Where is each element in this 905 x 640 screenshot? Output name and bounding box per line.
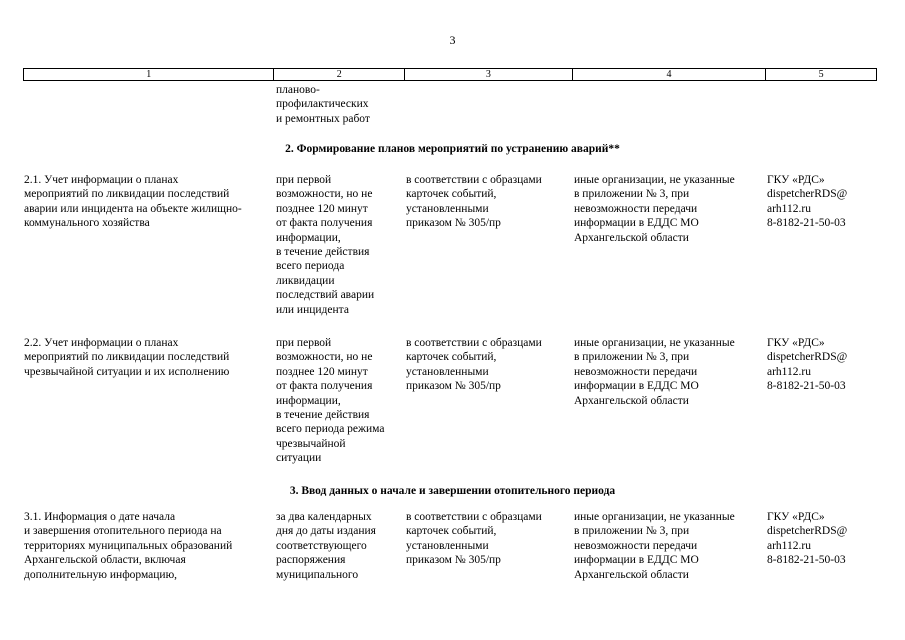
row-2-1-recipient: ГКУ «РДС» dispetcherRDS@ arh112.ru 8-8182-21-50-03 — [767, 174, 848, 230]
header-col-3: 3 — [405, 69, 573, 80]
row-2-2-format: в соответствии с образцами карточек событий, установленными приказом № 305/пр — [406, 337, 542, 393]
row-2-1-sender: иные организации, не указанные в приложении № 3, при невозможности передачи информации в ЕДДС МО Архангельской области — [574, 174, 735, 244]
page-number: 3 — [449, 33, 456, 47]
section-2-title: 2. Формирование планов мероприятий по устранению аварий** — [285, 143, 620, 155]
row-2-2-deadline: при первой возможности, но не позднее 120 минут от факта получения информации, в течение действия всего периода режима чрезвычайной ситуации — [276, 337, 385, 465]
table-header-row — [23, 68, 877, 81]
row-3-1-description: 3.1. Информация о дате начала и завершения отопительного периода на территориях муниципальных образований Архангельской области, включая дополнительную информацию, — [24, 511, 233, 581]
header-col-1: 1 — [24, 69, 274, 80]
section-3-title: 3. Ввод данных о начале и завершении отопительного периода — [289, 485, 616, 497]
row-2-2-recipient: ГКУ «РДС» dispetcherRDS@ arh112.ru 8-8182-21-50-03 — [767, 337, 848, 393]
row-3-1-recipient: ГКУ «РДС» dispetcherRDS@ arh112.ru 8-8182-21-50-03 — [767, 511, 848, 567]
row-2-1-format: в соответствии с образцами карточек событий, установленными приказом № 305/пр — [406, 174, 542, 230]
row-2-2-sender: иные организации, не указанные в приложении № 3, при невозможности передачи информации в ЕДДС МО Архангельской области — [574, 337, 735, 407]
header-col-5: 5 — [818, 69, 824, 80]
row-2-1-deadline: при первой возможности, но не позднее 120 минут от факта получения информации, в течение действия всего периода ликвидации последствий аварии или инцидента — [276, 174, 375, 316]
header-col-2: 2 — [274, 69, 405, 80]
row-2-2-description: 2.2. Учет информации о планах мероприятий по ликвидации последствий чрезвычайной ситуации и их исполнению — [24, 337, 230, 378]
row-2-1-description: 2.1. Учет информации о планах мероприятий по ликвидации последствий аварии или инцидента на объекте жилищно- коммунального хозяйства — [24, 174, 242, 230]
row-3-1-sender: иные организации, не указанные в приложении № 3, при невозможности передачи информации в ЕДДС МО Архангельской области — [574, 511, 735, 581]
continuation-text: планово- профилактических и ремонтных работ — [276, 84, 370, 125]
row-3-1-deadline: за два календарных дня до даты издания соответствующего распоряжения муниципального — [276, 511, 376, 581]
row-3-1-format: в соответствии с образцами карточек событий, установленными приказом № 305/пр — [406, 511, 542, 567]
header-col-4: 4 — [573, 69, 767, 80]
